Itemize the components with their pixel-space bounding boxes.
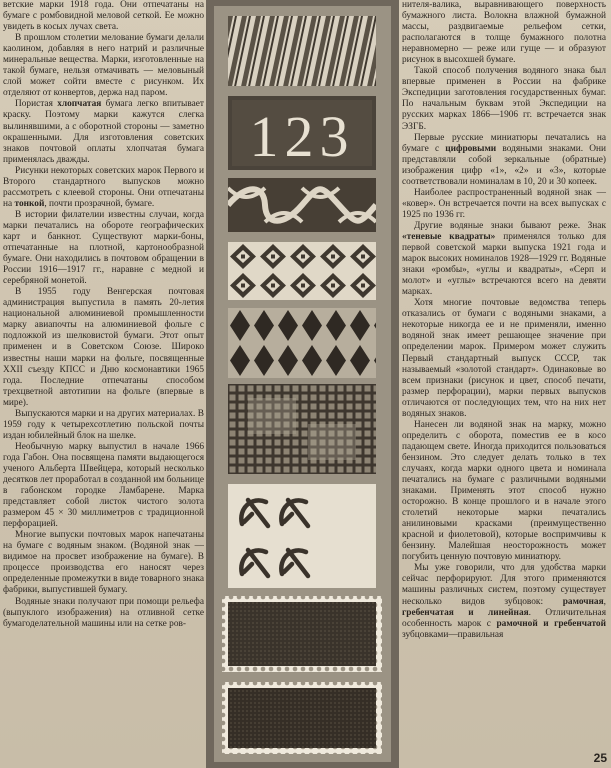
sample-carpet-diamonds [228,242,376,300]
paragraph: В 1955 году Венгерская почтовая администрация выпустила в память 20-летия национальной алюминиевой промышленности марку авиапочты на алюминиевой фольге с подложкой из шелковистой бумаги. Этот опыт применен и в Советском Союзе. Широко известны наши марки на фольге, посвященные XXII съезду КПСС и Дню космонавтики 1965 года. Последние отпечатаны способом трехцветной автотипии на фольге (впервые в мире). [3,287,204,408]
carpet-scrolls-graphic [228,178,376,232]
hammer-sickle-icon [241,500,268,526]
sample-shadow-squares [228,384,376,474]
text: водяными знаками. Они представляли собой зеркальные (обратные) изображения цифр «1», «2» и «3», которые соответствовали номиналам в 10, 20 и 30 копеек. [402,143,606,187]
text: Первые русские миниатюры печатались на бумаге с [402,132,606,154]
text: зубцовками—правильная [402,629,504,640]
right-text-column [402,0,606,641]
text: бумага легко впитывает краску. Поэтому марки кажутся слегка вылинявшими, а с оборотной стороны — заметно окрашенными. Для изготовления советских знаков почтовой оплаты хлопчатая бумага применялась дважды. [3,99,205,165]
rhombus-graphic [228,308,376,378]
paragraph [402,221,606,298]
sample-diagonal-ribbed-paper [228,16,376,86]
paragraph: В прошлом столетии мелование бумаги делали каолином, добавляя в него натрий и различные минеральные вещества. Марки, изготовленные на такой бумаге, нельзя отмачивать — меловыный слой может сойти вместе с рисунком. Их отделяют от конвертов, держа над паром. [3,33,204,99]
paragraph: Выпускаются марки и на других материалах. В 1959 году к четырехсотлетию польской почты издан юбилейный блок на шелке. [3,408,204,441]
paragraph: ветские марки 1918 года. Они отпечатаны на бумаге с ромбовидной меловой сеткой. Ее можно увидеть в косых лучах света. [3,0,204,33]
paragraph: В истории филателии известны случаи, когда марки печатались на обороте географических карт и банкнот. Существуют марки-боны, отпечатанные на плотной, картонообразной бумаге. Они находились в почтовом обращении в России 1916—1917 гг., наравне с медной и серебряной монетой. [3,209,204,287]
text: Пористая [15,99,58,110]
text: Другие водяные знаки бывают реже. Знак [414,220,606,231]
left-text-column [3,0,204,630]
paragraph: Наиболее распространенный водяной знак — «ковер». Он встречается почти на всех выпусках с 1925 по 1936 гг. [402,187,606,220]
sample-hammer-and-sickle [228,484,376,588]
paragraph: Водяные знаки получают при помощи рельефа (выпуклого изображения) на отливной сетке бумагоделательной машины или на сетке ров- [3,596,204,629]
term-digital: цифровыми [445,143,497,154]
paragraph: Многие выпуски почтовых марок напечатаны на бумаге с водяным знаком. (Водяной знак — видимое на просвет изображение на бумаге). В процессе производства его наносят через определенные промежутки в виде товарного знака фабрики, выпустившей бумагу. [3,530,204,596]
digits-text: 123 [249,104,355,169]
stamp-face [228,688,376,748]
term-shadow-squares: «теневые квадраты» [402,231,496,242]
watermark-samples-figure [206,0,399,768]
paragraph: Необычную марку выпустил в начале 1966 года Габон. Она посвящена памяти выдающегося ученого Альберта Швейцера, который несколько десятков лет проработал в созданной им больнице в габонском городке Ламбарене. Марка представляет собой листок чистого золота размером 45 × 30 миллиметров с традиционной перфорацией. [3,441,204,530]
term-thin: тонкой [14,198,45,209]
paragraph: нителя-валика, выравнивающего поверхность бумажного листа. Волокна влажной бумажной массы, раздвигаемые рельефом сетки, располагаются в толще бумажного полотна неравномерно — реже или гуще — и образуют рисунок в высохшей бумаге. [402,0,606,66]
paragraph [402,563,606,640]
text: применялся только для первой советской марки выпуска 1921 года и марок высоких номиналов 1928—1929 гг. Водяные знаки «ромбы», «углы и квадраты», «Серп и молот» и «углы» встречаются всего на девяти марках. [402,231,606,298]
text: , [603,596,606,607]
paragraph [402,133,606,188]
term-comb-linear: гребенчатая и линейная [402,607,529,618]
stamp-texture [228,602,376,666]
stamp-face [228,602,376,666]
sample-rhombus-watermark [228,308,376,378]
stamp-texture [228,688,376,748]
page-number: 25 [593,751,607,765]
sample-comb-perforation-stamp [222,682,382,754]
term-frame: рамочная [562,596,604,607]
figure-background [214,6,391,762]
paragraph [3,99,204,165]
term-frame-comb: рамочной и гребенчатой [496,618,606,629]
ribbed-paper-graphic [228,16,376,86]
hammer-sickle-graphic [228,484,376,588]
text: , почти прозрачной, бумаге. [44,198,155,209]
shadow-squares-graphic [228,384,376,474]
sample-digits-watermark [228,96,376,170]
paragraph: Такой способ получения водяного знака был впервые применен в России на фабрике Экспедиции заготовления государственных бумаг. По начальным буквам этой Экспедиции на русских марках 1866—1906 гг. встречается знак ЭЗГБ. [402,66,606,132]
text: . Отличительная особенность марок с [402,607,606,629]
hammer-sickle-icon [281,500,308,526]
text: Мы уже говорили, что для удобства марки сейчас перфорируют. Для этого применяются машины различных систем, поэтому существует несколько видов зубцовок: [402,563,606,607]
paragraph: Нанесен ли водяной знак на марку, можно определить с оборота, поместив ее в косо падающем свете. Иногда приходится пользоваться бензином. Это следует делать только в тех случаях, когда марки одного цвета и номинала печатались на бумаге с различными водяными знаками. Применять этот способ нужно осторожно. В конце прошлого и в начале этого столетий некоторые марки печатались анилиновыми красками (преимущественно красной и фиолетовой), которые воспримчивы к бензину. Малейшая неосторожность может погубить ценную почтовую миниатюру. [402,419,606,563]
sample-frame-perforation-stamp [222,596,382,672]
text: Рисунки некоторых советских марок Первого и Второго стандартного выпусков можно рассмотреть с клеевой стороны. Они отпечатаны на [3,165,204,209]
term-cotton: хлопчатая [57,99,102,110]
paragraph: Хотя многие почтовые ведомства теперь отказались от бумаги с водяными знаками, а некоторые никогда ее и не применяли, именно водяной знак имеет решающее значение при определении марок. Примером может служить Первый стандартный выпуск СССР, так называемый «золотой стандарт». Одинаковые во всем признаки (рисунок и цвет, способ печати, размер перфорации), марки первых выпусков отличаются от последующих тем, что на них нет водяных знаков. [402,298,606,419]
digits-graphic [228,96,376,170]
sample-carpet-scrolls [228,178,376,232]
paragraph [3,166,204,210]
hammer-sickle-icon [241,550,268,576]
carpet-diamonds-graphic [228,242,376,300]
hammer-sickle-icon [281,550,308,576]
